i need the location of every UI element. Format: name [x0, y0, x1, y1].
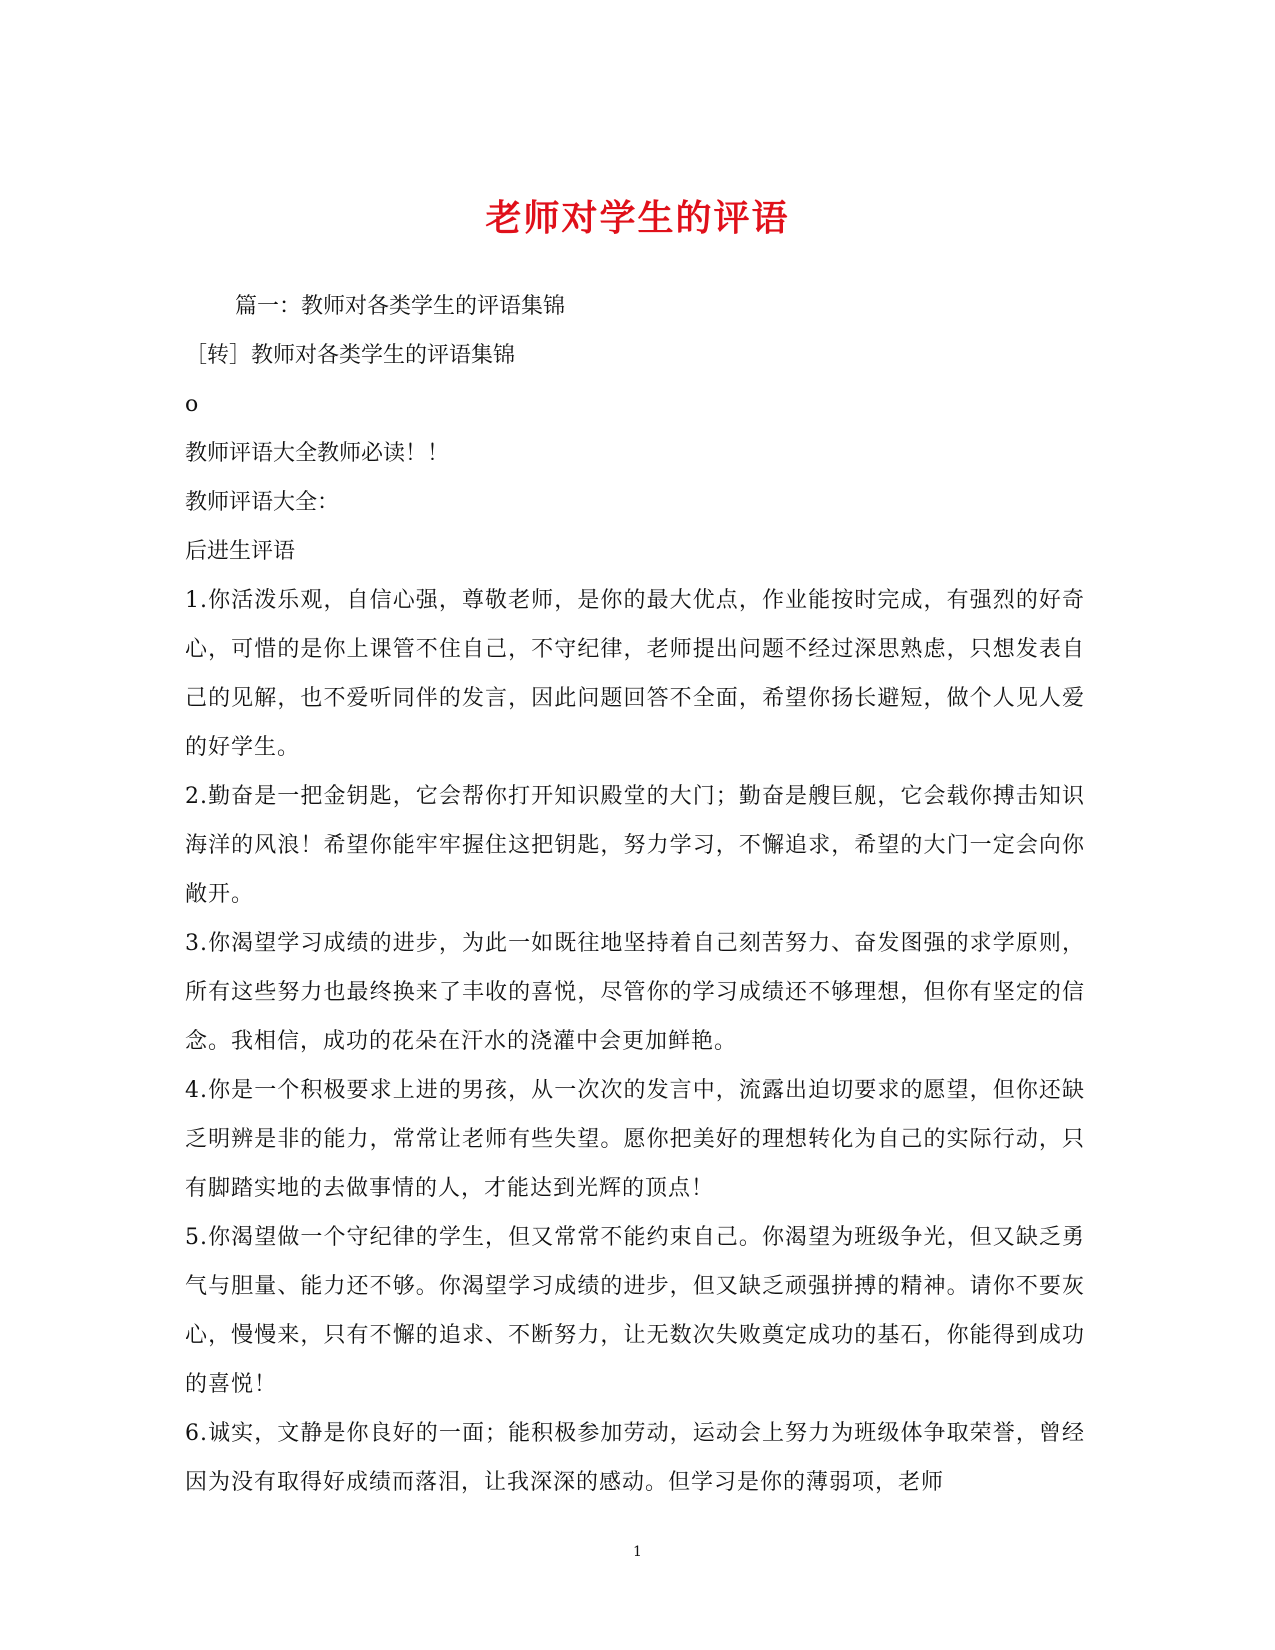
comment-paragraph-1: 1.你活泼乐观，自信心强，尊敬老师，是你的最大优点，作业能按时完成，有强烈的好奇心，可惜的是你上课管不住自己，不守纪律，老师提出问题不经过深思熟虑，只想发表自己的见解，也不爱听同伴的发言，因此问题回答不全面，希望你扬长避短，做个人见人爱的好学生。	[185, 588, 1085, 760]
stray-character: o	[185, 392, 199, 417]
comment-paragraph-5: 5.你渴望做一个守纪律的学生，但又常常不能约束自己。你渴望为班级争光，但又缺乏勇气与胆量、能力还不够。你渴望学习成绩的进步，但又缺乏顽强拼搏的精神。请你不要灰心，慢慢来，只有不懈的追求、不断努力，让无数次失败奠定成功的基石，你能得到成功的喜悦！	[185, 1225, 1085, 1397]
struggling-students-heading: 后进生评语	[185, 539, 296, 564]
comment-paragraph-6: 6.诚实，文静是你良好的一面；能积极参加劳动，运动会上努力为班级体争取荣誉，曾经因为没有取得好成绩而落泪，让我深深的感动。但学习是你的薄弱项，老师	[185, 1421, 1085, 1495]
comment-paragraph-3: 3.你渴望学习成绩的进步，为此一如既往地坚持着自己刻苦努力、奋发图强的求学原则，所有这些努力也最终换来了丰收的喜悦，尽管你的学习成绩还不够理想，但你有坚定的信念。我相信，成功的花朵在汗水的浇灌中会更加鲜艳。	[185, 931, 1085, 1054]
comment-paragraph-2: 2.勤奋是一把金钥匙，它会帮你打开知识殿堂的大门；勤奋是艘巨舰，它会载你搏击知识海洋的风浪！希望你能牢牢握住这把钥匙，努力学习，不懈追求，希望的大门一定会向你敞开。	[185, 784, 1085, 907]
section-heading: 篇一：教师对各类学生的评语集锦	[235, 294, 566, 319]
page-number: 1	[633, 1544, 642, 1560]
teacher-comments-heading: 教师评语大全：	[185, 490, 340, 515]
document-title: 老师对学生的评语	[485, 197, 790, 240]
teacher-must-read-line: 教师评语大全教师必读！！	[185, 441, 450, 466]
repost-heading: ［转］教师对各类学生的评语集锦	[185, 343, 516, 368]
comment-paragraph-4: 4.你是一个积极要求上进的男孩，从一次次的发言中，流露出迫切要求的愿望，但你还缺乏明辨是非的能力，常常让老师有些失望。愿你把美好的理想转化为自己的实际行动，只有脚踏实地的去做事情的人，才能达到光辉的顶点！	[185, 1078, 1085, 1201]
document-body	[185, 282, 1085, 1507]
